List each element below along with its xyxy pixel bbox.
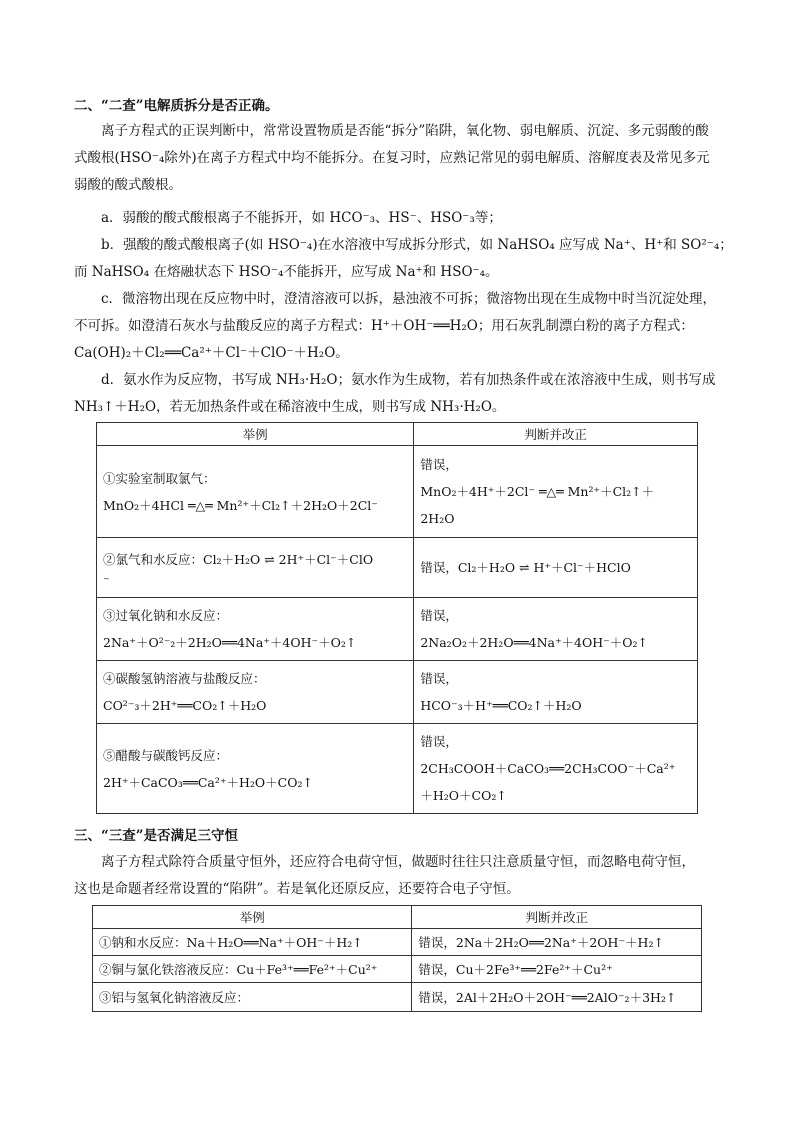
judgment-cell: 错误， 2Na₂O₂＋2H₂O══4Na⁺＋4OH⁻＋O₂↑ [414, 598, 698, 661]
point-c-line1: c．微溶物出现在反应物中时，澄清溶液可以拆，悬浊液不可拆；微溶物出现在生成物中时当沉淀处理， [101, 291, 717, 307]
example-cell: ③铝与氢氧化钠溶液反应： [93, 983, 412, 1012]
table-header-row [93, 906, 702, 929]
example-cell: ③过氧化钠和水反应： 2Na⁺＋O²⁻₂＋2H₂O══4Na⁺＋4OH⁻＋O₂↑ [97, 598, 414, 661]
example-cell: ④碳酸氢钠溶液与盐酸反应： CO²⁻₃＋2H⁺══CO₂↑＋H₂O [97, 661, 414, 724]
section3-intro [74, 849, 726, 903]
table-row [97, 661, 698, 724]
column-header-judgment: 判断并改正 [414, 423, 698, 446]
point-d-line2: NH₃↑＋H₂O，若无加热条件或在稀溶液中生成，则书写成 NH₃·H₂O。 [74, 399, 506, 415]
point-a: a．弱酸的酸式酸根离子不能拆开，如 HCO⁻₃、HS⁻、HSO⁻₃等； [101, 210, 502, 226]
example-cell: ①钠和水反应：Na＋H₂O══Na⁺＋OH⁻＋H₂↑ [93, 929, 412, 956]
column-header-judgment: 判断并改正 [412, 906, 702, 929]
table-row [97, 724, 698, 814]
judgment-cell: 错误，2Na＋2H₂O══2Na⁺＋2OH⁻＋H₂↑ [412, 929, 702, 956]
table-row [93, 929, 702, 956]
point-b-line2: 而 NaHSO₄ 在熔融状态下 HSO⁻₄不能拆开，应写成 Na⁺和 HSO⁻₄。 [74, 264, 499, 280]
point-c-line2: 不可拆。如澄清石灰水与盐酸反应的离子方程式：H⁺＋OH⁻══H₂O；用石灰乳制漂白粉的离子方程式： [74, 318, 694, 334]
point-d-line1: d．氨水作为反应物，书写成 NH₃·H₂O；氨水作为生成物，若有加热条件或在浓溶液中生成，则书写成 [101, 372, 716, 388]
intro-line: 离子方程式的正误判断中，常常设置物质是否能“拆分”陷阱，氧化物、弱电解质、沉淀、多元弱酸的酸 [101, 123, 709, 139]
example-cell: ⑤醋酸与碳酸钙反应： 2H⁺＋CaCO₃══Ca²⁺＋H₂O＋CO₂↑ [97, 724, 414, 814]
judgment-cell: 错误， HCO⁻₃＋H⁺══CO₂↑＋H₂O [414, 661, 698, 724]
table-row [97, 446, 698, 538]
table-row [93, 983, 702, 1012]
judgment-cell: 错误，Cl₂＋H₂O ⇌ H⁺＋Cl⁻＋HClO [414, 538, 698, 598]
example-cell: ②氯气和水反应：Cl₂＋H₂O ⇌ 2H⁺＋Cl⁻＋ClO ⁻ [97, 538, 414, 598]
judgment-cell: 错误，2Al＋2H₂O＋2OH⁻══2AlO⁻₂＋3H₂↑ [412, 983, 702, 1012]
intro-line: 式酸根(HSO⁻₄除外)在离子方程式中均不能拆分。在复习时，应熟记常见的弱电解质、溶解度表及常见多元 [74, 150, 710, 166]
table-row [97, 598, 698, 661]
column-header-example: 举例 [93, 906, 412, 929]
section2-intro [74, 118, 726, 199]
judgment-cell: 错误， 2CH₃COOH＋CaCO₃══2CH₃COO⁻＋Ca²⁺ ＋H₂O＋CO₂↑ [414, 724, 698, 814]
table-row [97, 538, 698, 598]
example-cell: ①实验室制取氯气： MnO₂＋4HCl ═△═ Mn²⁺＋Cl₂↑＋2H₂O＋2Cl⁻ [97, 446, 414, 538]
section3-table [92, 905, 702, 1012]
point-c-line3: Ca(OH)₂＋Cl₂══Ca²⁺＋Cl⁻＋ClO⁻＋H₂O。 [74, 345, 349, 361]
table-row [93, 956, 702, 983]
section2-heading: 二、“二查”电解质拆分是否正确。 [74, 98, 279, 114]
intro-line: 弱酸的酸式酸根。 [74, 177, 182, 193]
table-header-row [97, 423, 698, 446]
intro-line: 这也是命题者经常设置的“陷阱”。若是氧化还原反应，还要符合电子守恒。 [74, 881, 520, 897]
judgment-cell: 错误，Cu＋2Fe³⁺══2Fe²⁺＋Cu²⁺ [412, 956, 702, 983]
section2-table [96, 422, 698, 814]
column-header-example: 举例 [97, 423, 414, 446]
section3-heading: 三、“三查”是否满足三守恒 [74, 828, 239, 844]
intro-line: 离子方程式除符合质量守恒外，还应符合电荷守恒，做题时往往只注意质量守恒，而忽略电荷守恒， [101, 854, 695, 870]
point-b-line1: b．强酸的酸式酸根离子(如 HSO⁻₄)在水溶液中写成拆分形式，如 NaHSO₄ 应写成 Na⁺、H⁺和 SO²⁻₄； [101, 237, 733, 253]
judgment-cell: 错误， MnO₂＋4H⁺＋2Cl⁻ ═△═ Mn²⁺＋Cl₂↑＋ 2H₂O [414, 446, 698, 538]
example-cell: ②铜与氯化铁溶液反应：Cu＋Fe³⁺══Fe²⁺＋Cu²⁺ [93, 956, 412, 983]
